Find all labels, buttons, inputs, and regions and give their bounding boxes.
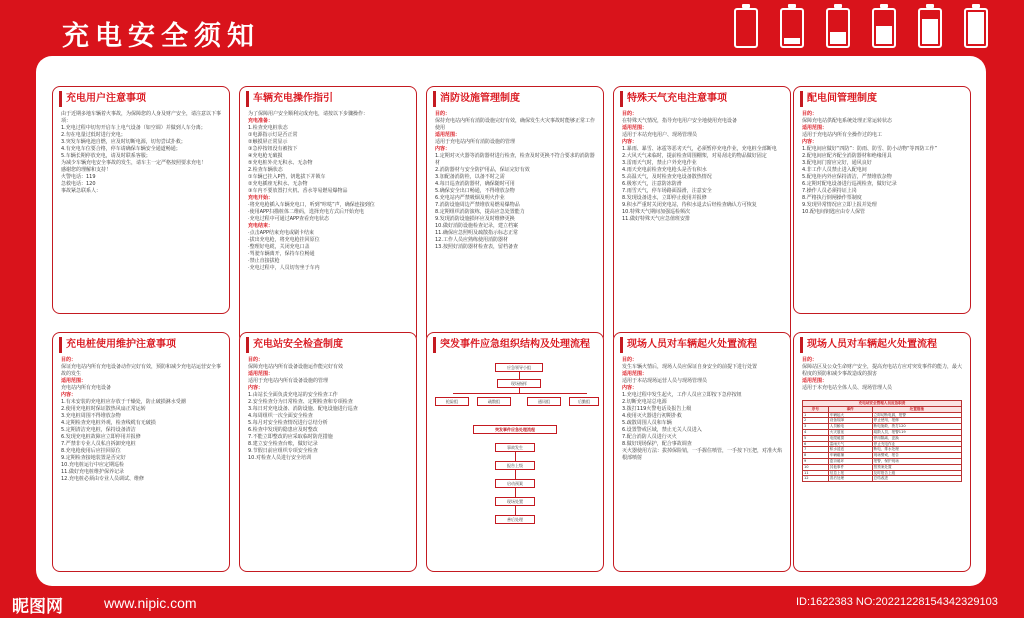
card-charging-guide — [239, 86, 417, 344]
card-line: 为减少车辆充电安全事故的发生，请车主一定严格按照要求充电！ — [61, 160, 207, 166]
card-line: 2.安全检查分为日常检查、定期检查和专项检查 — [248, 399, 353, 405]
card-line: ·充电过程中可通过APP查看充电状态 — [248, 216, 330, 222]
card-line: 3.雷雨天气时，禁止户外充电作业 — [622, 160, 697, 166]
table-cell: 雷雨天气 — [828, 441, 872, 447]
table-cell: 6 — [803, 441, 829, 447]
table-cell: 7 — [803, 447, 829, 453]
table-cell: 8 — [803, 453, 829, 459]
table-cell: 停用隔离，更换 — [872, 435, 961, 441]
table-cell: 3 — [803, 424, 829, 430]
card-line: 11.确保应急照明及疏散指示标志正常 — [435, 230, 518, 236]
card-line: 充电站内所有充电设备 — [61, 385, 112, 391]
card-line: 11.做好充电桩维护保养记录 — [61, 469, 124, 475]
card-vehicle-fire-handling — [613, 332, 791, 572]
card-line: ③车内不要放置打火机、香水等易燃易爆物品 — [248, 188, 348, 194]
card-line: 适用范围： — [802, 125, 828, 131]
card-line: 8.建立安全检查台账，做好记录 — [248, 441, 318, 447]
card-line: 10.做好消防设施检查记录，建立档案 — [435, 223, 518, 229]
flow-node: 通讯组 — [527, 397, 561, 406]
card-line: 2.消防器材与安全防护用品，保证完好有效 — [435, 167, 530, 173]
card-safety-inspection — [239, 332, 417, 572]
card-line: ①车辆已挂入P挡，钥匙拔下并锁车 — [248, 174, 326, 180]
notice-board — [36, 56, 986, 586]
table-cell: 人员触电 — [828, 424, 872, 430]
table-row — [803, 476, 962, 482]
flow-node: 现场处置 — [495, 497, 535, 506]
emergency-flowchart — [433, 359, 597, 559]
card-line: 适用范围： — [622, 371, 648, 377]
card-body — [240, 355, 416, 464]
card-line: 6.检查中发现的隐患应及时整改 — [248, 427, 318, 433]
flow-node: 抢险组 — [435, 397, 469, 406]
card-line: 1.充电过程中发生起火，工作人员应立即按下急停按钮 — [622, 392, 742, 398]
card-line: 10.充电桩运行中应定期巡检 — [61, 462, 124, 468]
battery-medium-icon — [826, 8, 850, 48]
card-line: 3.加配备消防栓，以备不时之需 — [435, 174, 505, 180]
card-line: 适用于本站现场运营人员与现场管理员 — [622, 378, 708, 384]
card-title: 充电站安全检查制度 — [246, 337, 410, 353]
card-line: 9.积水严重时关闭充电站，待积水退去后经检查确认方可恢复 — [622, 202, 757, 208]
card-line: 6.设置警戒区域，禁止无关人员进入 — [622, 427, 702, 433]
card-line: 2.勿在电量过低时进行充电； — [61, 132, 126, 138]
card-line: 8.定期组织消防演练，提高应急处置能力 — [435, 209, 525, 215]
table-cell: 9 — [803, 458, 829, 464]
flow-node: 启动预案 — [495, 479, 535, 488]
watermark-logo: 昵图网 — [12, 597, 63, 617]
table-cell: 1 — [803, 412, 829, 418]
table-cell: 断电，排水处理 — [872, 447, 961, 453]
card-line: 保障充电站内所有设备设施运作能完好有效 — [248, 364, 344, 370]
table-header-cell: 序号 — [803, 406, 829, 412]
card-line: 3.突发车辆电池自燃，应及时切断电源，切勿尝试扑救； — [61, 139, 186, 145]
watermark-id: ID:1622383 NO:20221228154342329103 — [796, 596, 998, 608]
card-line: 9.发现消防设施损坏应及时维修更换 — [435, 216, 515, 222]
card-line: 目的： — [622, 111, 638, 117]
card-line: 8.严格执行倒闸操作票制度 — [802, 195, 862, 201]
card-line: 适用于充电站内所有设备设施的管理 — [248, 378, 329, 384]
table-caption: 充电站安全管理人员应急职责 — [803, 401, 962, 407]
card-body — [53, 355, 229, 485]
card-body — [614, 109, 790, 225]
battery-full-icon — [964, 8, 988, 48]
card-line: 2.大风天气来临时，提前检查周围棚架，对易刮走的物品做好固定 — [622, 153, 767, 159]
card-line: 5.配电柜内外应保持清洁，严禁堆放杂物 — [802, 174, 892, 180]
flow-node: 疏散组 — [477, 397, 511, 406]
card-line: 保证充电站内所有充电设备动作完好有效，预防和减少充电站运营安全事故的发生 — [61, 364, 222, 377]
card-line: 8.充电枪使用后应挂回原位 — [61, 448, 121, 454]
table-cell: 2 — [803, 418, 829, 424]
header — [0, 0, 1024, 60]
card-line: 8.做好现场保护，配合事故调查 — [622, 441, 692, 447]
card-line: 目的： — [435, 111, 451, 117]
card-line: ①电源指示灯是否正常 — [248, 132, 298, 138]
card-line: ④充电枪无破损 — [248, 153, 283, 159]
card-line: 10.特殊天气期间加强巡检频次 — [622, 209, 690, 215]
card-distribution-room — [793, 86, 971, 314]
card-line: ·拔出充电枪，将充电枪挂回原位 — [248, 237, 320, 243]
card-title: 现场人员对车辆起火处置流程 — [620, 337, 784, 353]
card-charger-maintenance — [52, 332, 230, 572]
battery-icons — [734, 8, 988, 48]
card-line: 6.定期对配电设备进行巡视检查，做好记录 — [802, 181, 897, 187]
card-title: 突发事件应急组织结构及处理流程 — [433, 337, 597, 353]
card-line: 感谢您的理解和支持！ — [61, 167, 112, 173]
flow-node: 报告上级 — [495, 461, 535, 470]
card-line: 2.切断充电站总电源 — [622, 399, 667, 405]
card-line: 4.使用灭火器进行初期扑救 — [622, 413, 682, 419]
card-line: 5.高温天气，及时检查充电设备散热情况 — [622, 174, 712, 180]
card-line: ·充电过程中，人员切勿坐于车内 — [248, 265, 320, 271]
battery-empty-icon — [734, 8, 758, 48]
card-line: 7.消防设施周边严禁堆放易燃易爆物品 — [435, 202, 520, 208]
card-line: 适用范围： — [435, 132, 461, 138]
card-vehicle-fire-handling-table — [793, 332, 971, 572]
table-header-cell: 事件 — [828, 406, 872, 412]
card-line: 3.充电桩周围不得堆放杂物 — [61, 413, 121, 419]
table-cell: 5 — [803, 435, 829, 441]
card-body — [427, 109, 603, 253]
card-line: 1.检查充电桩状态 — [248, 125, 288, 131]
flow-node: 善后处理 — [495, 515, 535, 524]
card-line: ②充电插座无积水、无杂物 — [248, 181, 308, 187]
card-fire-facility-rules — [426, 86, 604, 344]
card-line: ·使用APP扫描桩体二维码，选择充电方式后开始充电 — [248, 209, 365, 215]
card-line: ·驾驶车辆离开，保持车位畅通 — [248, 251, 315, 257]
card-line: 充电结束： — [248, 223, 274, 229]
card-line: 5.定期清洁充电桩，保持设备清洁 — [61, 427, 136, 433]
card-line: 灭火器使用方法：拔掉保险销，一手握住喷管，一手按下压把，对准火焰根部喷射 — [622, 448, 783, 461]
table-cell: 现场警戒，报告 — [872, 453, 961, 459]
card-user-notes — [52, 86, 230, 314]
card-line: ·整理好电缆，关闭充电口盖 — [248, 244, 310, 250]
table-cell: 善后处理 — [828, 476, 872, 482]
card-line: 6.充电站内严禁吸烟及明火作业 — [435, 195, 505, 201]
card-line: 12.工作人员应熟练使用消防器材 — [435, 237, 508, 243]
table-cell: 火灾蔓延 — [828, 429, 872, 435]
card-line: 5.车辆长期停放充电，请及时联系客服； — [61, 153, 151, 159]
card-line: 保障充电站供配电系统处理正常运转状态 — [802, 118, 893, 124]
card-line: 1.暴雨、暴雪、冰雹等恶劣天气，必须暂停充电作业，充电桩全部断电 — [622, 146, 777, 152]
card-body — [53, 109, 229, 197]
responsibility-table — [802, 400, 962, 482]
card-line: 9.发现异常情况应立即上报并处理 — [802, 202, 877, 208]
card-line: 为了保障用户安全顺利完成充电，请按以下步骤操作： — [248, 111, 369, 117]
card-line: 1.有未安装的充电桩应存放于干燥处，防止破损淋水受潮 — [61, 399, 186, 405]
card-line: 10.对检查人员进行安全培训 — [248, 455, 311, 461]
card-body — [240, 109, 416, 274]
card-line: 7.雨雪天气，停车场路面湿滑，注意安全 — [622, 188, 712, 194]
card-line: 4.非工作人员禁止进入配电间 — [802, 167, 867, 173]
card-title: 车辆充电操作指引 — [246, 91, 410, 107]
card-line: 4.每日巡查消防器材，确保随时可用 — [435, 181, 515, 187]
card-line: 内容： — [622, 139, 638, 145]
card-line: 目的： — [61, 357, 77, 363]
flow-subtitle: 突发事件应急处理流程 — [473, 425, 557, 434]
card-title: 充电桩使用维护注意事项 — [59, 337, 223, 353]
card-title: 现场人员对车辆起火处置流程 — [800, 337, 964, 353]
card-line: 9.定期检查接地装置是否完好 — [61, 455, 126, 461]
card-line: ·禁止直接拔枪 — [248, 258, 280, 264]
table-cell: 电缆破损 — [828, 435, 872, 441]
card-line: 急救电话：120 — [61, 181, 96, 187]
card-line: 内容： — [248, 385, 264, 391]
card-line: 5.每月对安全检查情况进行总结分析 — [248, 420, 328, 426]
card-line: 适用于本站充电用户、现场管理员 — [622, 132, 698, 138]
card-line: ·将充电枪插入车辆充电口，听到“咔哒”声，确保连接到位 — [248, 202, 375, 208]
card-line: 保持充电站内所有消防设施完好有效，确保发生火灾事故时能够正常工作使用 — [435, 118, 596, 131]
card-line: 目的： — [802, 357, 818, 363]
battery-half-icon — [872, 8, 896, 48]
card-line: 7.严禁非专业人员私自拆卸充电桩 — [61, 441, 136, 447]
card-line: 3.配电间门窗应完好，通风良好 — [802, 160, 872, 166]
card-line: 7.不能立即整改的应采取临时防范措施 — [248, 434, 333, 440]
card-line: 发生车辆火情后，现场人员应保证自身安全的前提下进行处置 — [622, 364, 758, 370]
card-line: 9.节假日前应组织专项安全检查 — [248, 448, 318, 454]
card-line: 7.配合消防人员进行灭火 — [622, 434, 677, 440]
card-line: 内容： — [61, 392, 77, 398]
table-cell: 车辆碰撞 — [828, 453, 872, 459]
table-cell: 积水浸泡 — [828, 447, 872, 453]
table-cell: 及时报告上级 — [872, 470, 961, 476]
table-cell: 10 — [803, 464, 829, 470]
table-cell: 立即切断电源，报警 — [872, 412, 961, 418]
card-line: 4.雨天充电前检查充电枪头是否有积水 — [622, 167, 707, 173]
card-line: 12.充电桩必须由专业人员调试、维修 — [61, 476, 144, 482]
page-title: 充电安全须知 — [62, 21, 260, 52]
card-line: 事故紧急联系人： — [61, 188, 102, 194]
card-body — [794, 355, 970, 394]
table-cell: 报警，保护现场 — [872, 458, 961, 464]
table-cell: 其他事件 — [828, 464, 872, 470]
card-line: 2.检查车辆状态 — [248, 167, 283, 173]
card-line: 目的： — [248, 357, 264, 363]
card-line: 7.操作人员必须持证上岗 — [802, 188, 857, 194]
card-line: 适用于充电站内所有全操作过的电工 — [802, 132, 883, 138]
flow-node: 后勤组 — [569, 397, 599, 406]
card-line: 6.发现充电桩故障应立即停用并报修 — [61, 434, 141, 440]
card-line: ③急停按钮没有被按下 — [248, 146, 298, 152]
card-line: 8.发现设备进水，立即停止使用并报修 — [622, 195, 707, 201]
card-line: 4.定期检查充电桩外观，检查线缆有无破损 — [61, 420, 156, 426]
table-cell: 设备故障 — [828, 418, 872, 424]
table-cell: 12 — [803, 476, 829, 482]
card-line: 内容： — [435, 146, 451, 152]
card-body — [614, 355, 790, 464]
card-line: 11.做好特殊天气应急值班安排 — [622, 216, 690, 222]
card-title: 特殊天气充电注意事项 — [620, 91, 784, 107]
table-header-cell: 处置措施 — [872, 406, 961, 412]
table-cell: 总结改进 — [872, 476, 961, 482]
card-line: 3.拨打119火警电话及报告上级 — [622, 406, 692, 412]
card-line: 10.配电间钥匙应由专人保管 — [802, 209, 865, 215]
card-line: 保障站区及公众生命财产安全，提高充电站方应对突发事件的能力，最大程度的预防和减少事故造成的损害 — [802, 364, 963, 377]
card-line: ·点击APP结束充电或刷卡结束 — [248, 230, 315, 236]
card-line: 5.确保安全出口畅通，不得堆放杂物 — [435, 188, 515, 194]
card-line: 火警电话：119 — [61, 174, 96, 180]
card-line: 4.每周组织一次全面安全检查 — [248, 413, 313, 419]
card-line: 充电开始： — [248, 195, 274, 201]
card-line: 适用范围： — [61, 378, 87, 384]
card-line: 1.充电过程中切勿开启车上电气设备（如空调）并做到人车分离； — [61, 125, 206, 131]
table-cell: 车辆起火 — [828, 412, 872, 418]
card-line: 4.有充电车位要合格，停车请确保车辆安全通道畅通； — [61, 146, 181, 152]
flow-node: 应急领导小组 — [495, 363, 543, 372]
card-line: 目的： — [622, 357, 638, 363]
table-cell: 疏散人员，报警119 — [872, 429, 961, 435]
card-line: 1.配电间应做好“四防”：防雨、防雪、防小动物“等四防工作” — [802, 146, 938, 152]
card-line: 2.配电间应配齐配全消防器材和绝缘用具 — [802, 153, 892, 159]
table-cell: 停止充电作业 — [872, 441, 961, 447]
table-cell: 断电施救，拨打120 — [872, 424, 961, 430]
card-line: 13.按照好消防器材检查表，留档备查 — [435, 244, 518, 250]
card-line: 1.由站长全面负责充电站的安全检查工作 — [248, 392, 338, 398]
card-line: 适用于充电站内所有消防设施的管理 — [435, 139, 516, 145]
card-title: 充电用户注意事项 — [59, 91, 223, 107]
watermark-url: www.nipic.com — [104, 595, 197, 611]
table-cell: 信息上报 — [828, 470, 872, 476]
table-cell: 4 — [803, 429, 829, 435]
card-line: 6.极寒天气，注意防冻防滑 — [622, 181, 682, 187]
flow-node: 事故发生 — [495, 443, 535, 452]
card-line: 在特殊天气情况，指导充电用户安全地使用充电设备 — [622, 118, 738, 124]
card-special-weather — [613, 86, 791, 344]
table-cell: 按预案处置 — [872, 464, 961, 470]
card-line: 适用范围： — [248, 371, 274, 377]
card-line: ②触摸屏正常显示 — [248, 139, 288, 145]
card-line: 内容： — [802, 139, 818, 145]
card-line: 适用范围： — [622, 125, 648, 131]
card-line: 目的： — [802, 111, 818, 117]
card-line: 5.疏散周围人员和车辆 — [622, 420, 672, 426]
table-cell: 11 — [803, 470, 829, 476]
card-emergency-flow — [426, 332, 604, 572]
battery-high-icon — [918, 8, 942, 48]
card-line: ⑤充电桩外壳无积水、无杂物 — [248, 160, 313, 166]
card-title: 配电间管理制度 — [800, 91, 964, 107]
table-cell: 停止使用，报修 — [872, 418, 961, 424]
card-line: 内容： — [622, 385, 638, 391]
card-title: 消防设施管理制度 — [433, 91, 597, 107]
card-line: 充电准备： — [248, 118, 274, 124]
card-line: 2.使用充电桩时保证散热风扇正常运转 — [61, 406, 146, 412]
card-body — [794, 109, 970, 218]
flow-node: 现场指挥 — [497, 379, 541, 388]
card-line: 1.定期对灭火器等消防器材进行检查，检查及时更换不符合要求的消防器材 — [435, 153, 595, 166]
table-cell: 盗窃破坏 — [828, 458, 872, 464]
card-line: 由于近期多地车辆着火事故，为保障您的人身及财产安全，请注意以下事项： — [61, 111, 222, 124]
battery-low-icon — [780, 8, 804, 48]
card-line: 适用于本充电站全体人员、现场管理人员 — [802, 385, 893, 391]
card-line: 3.每日对充电设备、消防设施、配电设施进行巡查 — [248, 406, 358, 412]
card-line: 适用范围： — [802, 378, 828, 384]
